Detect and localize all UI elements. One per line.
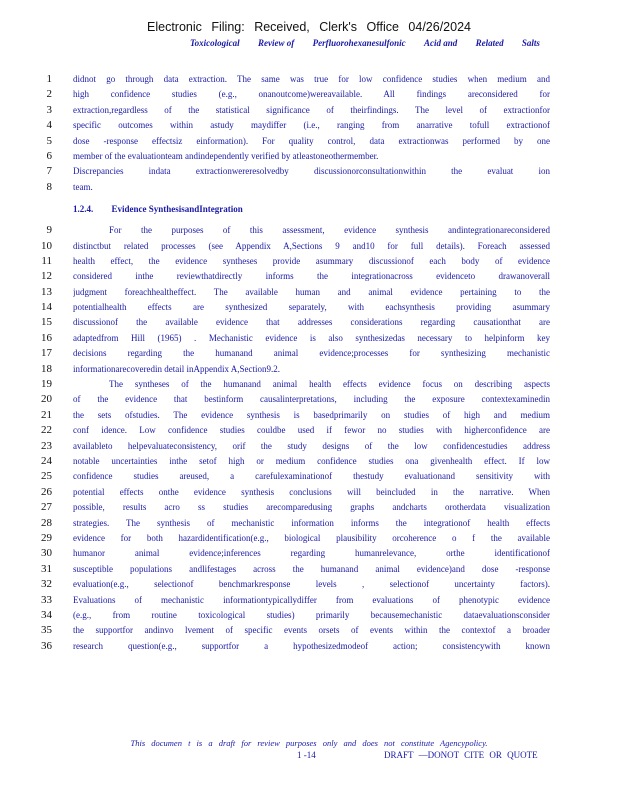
line-text: (e.g., from routine toxicological studies) primarily becausemechanistic dataevaluationsconsider [73,609,550,620]
line-number: 35 [41,624,52,637]
text-line [30,485,550,500]
text-line [30,562,550,577]
section-number: 1.2.4. [73,204,94,215]
line-number: 13 [41,285,52,298]
page-number: 1 -14 [297,750,316,760]
line-text: evaluation(e.g., selectionof benchmarkresponse levels , selectionof uncertainty factors). [73,579,550,590]
line-number: 6 [46,149,52,162]
line-number: 17 [41,347,52,360]
running-title [190,38,540,48]
text-line [30,639,550,654]
paragraph-evidence-synthesis [30,223,550,654]
line-text: strategies. The synthesis of mechanistic information informs the integrationof health effects [73,517,550,528]
text-line [30,593,550,608]
text-line [30,516,550,531]
line-number: 22 [41,424,52,437]
line-number: 31 [41,562,52,575]
line-number: 5 [46,134,52,147]
draft-label: DRAFT —DONOT CITE OR QUOTE [384,750,538,760]
line-text: the sets ofstudies. The evidence synthesis is basedprimarily on studies of high and medium [73,409,550,420]
line-number: 28 [41,516,52,529]
line-number: 15 [41,316,52,329]
line-text: decisions regarding the humanand animal evidence;processes for synthesizing mechanistic [73,348,550,359]
line-text: considered inthe reviewthatdirectly informs the integrationacross evidenceto drawanoverall [73,271,550,282]
line-text: adaptedfrom Hill (1965) . Mechanistic evidence is also synthesizedas necessary to helpinform key [73,332,550,343]
line-text: The syntheses of the humanand animal health effects evidence focus on describing aspects [109,379,550,390]
line-number: 8 [46,180,52,193]
line-text: susceptible populations andlifestages across the humanand animal evidence)and dose -response [73,563,550,574]
text-line [30,269,550,284]
line-number: 32 [41,578,52,591]
text-line [30,118,550,133]
line-number: 29 [41,531,52,544]
line-text: judgment foreachhealtheffect. The available human and animal evidence pertaining to the [73,286,550,297]
text-line [30,469,550,484]
line-number: 33 [41,593,52,606]
line-text: team. [73,181,93,192]
text-line [30,546,550,561]
line-text: high confidence studies (e.g., onanoutcome)wereavailable. All findings areconsidered for [73,89,550,100]
line-number: 9 [46,224,52,237]
line-text: specific outcomes within astudy maydiffer (i.e., ranging from anarrative tofull extractionof [73,120,550,131]
text-line [30,285,550,300]
line-text: discussionof the available evidence that addresses considerations regarding causationthat are [73,317,550,328]
line-text: member of the evaluationteam andindependently verified by atleastoneothermember. [73,150,379,161]
text-line [30,454,550,469]
running-title-word: Related [475,38,504,48]
line-text: informationarecoveredin detail inAppendix A,Section9.2. [73,363,280,374]
line-number: 11 [41,254,52,267]
line-number: 23 [41,439,52,452]
line-number: 2 [46,88,52,101]
line-number: 34 [41,608,52,621]
text-line [30,439,550,454]
line-text: conf idence. Low confidence studies couldbe used if fewor no studies with higherconfidence are [73,425,550,436]
running-title-word: Salts [521,38,540,48]
text-line [30,377,550,392]
text-line [30,346,550,361]
line-text: For the purposes of this assessment, evidence synthesis andintegrationareconsidered [109,225,550,236]
text-line [30,72,550,87]
document-body [30,72,550,654]
line-number: 1 [46,73,52,85]
text-line [30,134,550,149]
line-text: potentialhealth effects are synthesized separately, with eachsynthesis providing asummary [73,302,550,313]
line-number: 30 [41,547,52,560]
text-line [30,103,550,118]
running-title-word: Acid and [423,38,458,48]
line-text: notable uncertainties inthe setof high or medium confidence studies ona givenhealth effect. If low [73,455,550,466]
text-line [30,408,550,423]
text-line [30,223,550,238]
line-text: distinctbut related processes (see Appendix A,Sections 9 and10 for full details). Foreach assessed [73,240,550,251]
line-text: extraction,regardless of the statistical significance of theirfindings. The level of extractionfor [73,104,550,115]
line-number: 4 [46,119,52,132]
line-text: health effect, the evidence syntheses provide asummary discussionof each body of evidence [73,255,550,266]
text-line [30,300,550,315]
text-line [30,531,550,546]
line-number: 19 [41,378,52,391]
line-number: 16 [41,331,52,344]
text-line [30,164,550,179]
line-number: 20 [41,393,52,406]
text-line [30,254,550,269]
line-text: dose -response effectsiz einformation). For quality control, data extractionwas performed by one [73,135,550,146]
line-number: 26 [41,485,52,498]
line-text: evidence for both hazardidentification(e.g., biological plausibility orcoherence o f the available [73,532,550,543]
text-line [30,623,550,638]
text-line [30,149,550,164]
line-text: potential effects onthe evidence synthesis conclusions will beincluded in the narrative. When [73,486,550,497]
line-text: didnot go through data extraction. The same was true for low confidence studies when medium and [73,74,550,84]
line-number: 36 [41,639,52,652]
text-line [30,87,550,102]
line-text: of the evidence that bestinform causalinterpretations, including the exposure contextexaminedin [73,394,550,405]
running-title-word: Perfluorohexanesulfonic [312,38,406,48]
line-text: research question(e.g., supportfor a hypothesizedmodeof action; consistencywith known [73,640,550,651]
line-number: 27 [41,501,52,514]
running-title-word: Toxicological [190,38,240,48]
line-text: humanor animal evidence;inferences regarding humanrelevance, orthe identificationof [73,548,550,559]
section-title: Evidence SynthesisandIntegration [111,204,243,215]
text-line [30,392,550,407]
draft-disclaimer: This documen t is a draft for review purposes only and does not constitute Agencypolicy. [130,738,488,748]
text-line [30,608,550,623]
line-number: 10 [41,239,52,252]
line-number: 24 [41,454,52,467]
line-text: confidence studies areused, a carefulexaminationof thestudy evaluationand sensitivity with [73,471,550,482]
running-title-word: Review of [258,38,295,48]
line-number: 3 [46,103,52,116]
text-line [30,362,550,377]
paragraph-data-extraction [30,72,550,195]
line-text: Discrepancies indata extractionwereresolvedby discussionorconsultationwithin the evaluat ion [73,166,550,177]
section-heading [30,195,550,223]
line-text: possible, results acro ss studies arecomparedusing graphs andcharts orotherdata visualization [73,502,550,513]
text-line [30,500,550,515]
text-line [30,577,550,592]
line-number: 21 [41,408,52,421]
text-line [30,180,550,195]
text-line [30,331,550,346]
text-line [30,239,550,254]
line-text: Evaluations of mechanistic informationtypicallydiffer from evaluations of phenotypic evidence [73,594,550,605]
line-number: 7 [46,165,52,178]
text-line [30,315,550,330]
line-number: 25 [41,470,52,483]
text-line [30,423,550,438]
line-text: availableto helpevaluateconsistency, orif the study designs of the low confidencestudies address [73,440,550,451]
line-number: 18 [41,362,52,375]
line-text: the supportfor andinvo lvement of specific events orsets of events within the contextof a broader [73,625,550,636]
line-number: 12 [41,270,52,283]
electronic-filing-stamp: Electronic Filing: Received, Clerk's Office 04/26/2024 [147,20,471,34]
line-number: 14 [41,301,52,314]
